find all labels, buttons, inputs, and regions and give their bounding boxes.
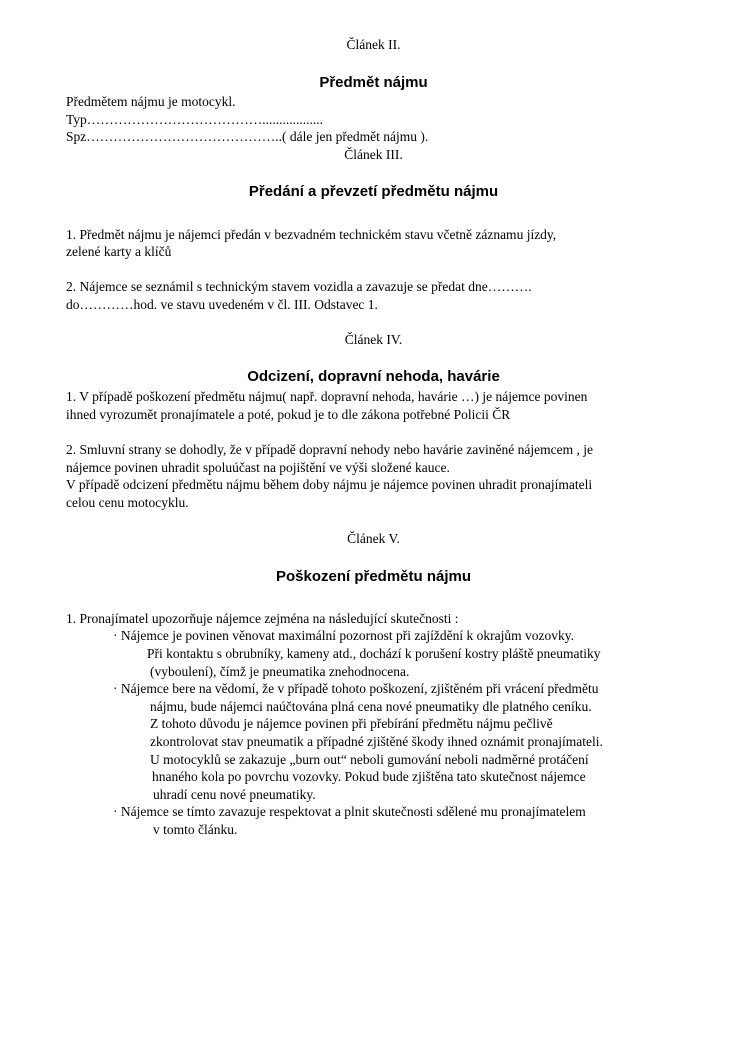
bullet-2: · Nájemce bere na vědomí, že v případě tohoto poškození, zjištěném při vrácení předmětu	[113, 681, 599, 696]
article-4-paragraph-2: V případě odcizení předmětu nájmu během doby nájmu je nájemce povinen uhradit pronajímateli	[66, 477, 593, 492]
article-4-paragraph-1: ihned vyrozumět pronajímatele a poté, pokud je to dle zákona potřebné Policii ČR	[66, 407, 511, 422]
bullet-3: · Nájemce se tímto zavazuje respektovat a plnit skutečnosti sdělené mu pronajímatelem	[113, 804, 586, 819]
bullet-3-continuation: v tomto článku.	[153, 822, 238, 837]
article-4-paragraph-2: celou cenu motocyklu.	[66, 495, 189, 510]
bullet-1-continuation: Při kontaktu s obrubníky, kameny atd., dochází k porušení kostry pláště pneumatiky	[147, 646, 601, 661]
article-4-label: Článek IV.	[344, 332, 403, 347]
article-5-heading: Poškození předmětu nájmu	[275, 568, 472, 585]
article-2-line: Typ…………………………………..................	[66, 112, 324, 127]
article-4-paragraph-2: 2. Smluvní strany se dohodly, že v případě dopravní nehody nebo havárie zaviněné nájemcem , je	[66, 442, 593, 457]
article-2-heading: Předmět nájmu	[319, 74, 428, 91]
bullet-2-continuation: Z tohoto důvodu je nájemce povinen při přebírání předmětu nájmu pečlivě	[150, 716, 553, 731]
article-3-paragraph-1: 1. Předmět nájmu je nájemci předán v bezvadném technickém stavu včetně záznamu jízdy,	[66, 227, 557, 242]
article-3-paragraph-1: zelené karty a klíčů	[66, 244, 172, 259]
article-2-line: Předmětem nájmu je motocykl.	[66, 94, 236, 109]
article-4-heading: Odcizení, dopravní nehoda, havárie	[247, 368, 500, 385]
article-3-label: Článek III.	[344, 147, 403, 162]
bullet-1: · Nájemce je povinen věnovat maximální pozornost při zajíždění k okrajům vozovky.	[113, 628, 574, 643]
article-2-line: Spz……………………………………..( dále jen předmět nájmu ).	[66, 129, 429, 144]
article-5-label: Článek V.	[347, 531, 400, 546]
bullet-1-continuation: (vyboulení), čímž je pneumatika znehodnocena.	[150, 664, 410, 679]
article-3-paragraph-2: 2. Nájemce se seznámil s technickým stavem vozidla a zavazuje se předat dne……….	[66, 279, 532, 294]
bullet-2-continuation: zkontrolovat stav pneumatik a případné zjištěné škody ihned oznámit pronajímateli.	[150, 734, 603, 749]
article-4-paragraph-1: 1. V případě poškození předmětu nájmu( např. dopravní nehoda, havárie …) je nájemce povinen	[66, 389, 588, 404]
bullet-2-continuation: nájmu, bude nájemci naúčtována plná cena nové pneumatiky dle platného ceníku.	[150, 699, 592, 714]
article-3-paragraph-2: do…………hod. ve stavu uvedeném v čl. III. Odstavec 1.	[66, 297, 378, 312]
article-2-label: Článek II.	[346, 37, 401, 52]
article-4-paragraph-2: nájemce povinen uhradit spoluúčast na pojištění ve výši složené kauce.	[66, 460, 450, 475]
bullet-2-continuation: uhradí cenu nové pneumatiky.	[153, 787, 316, 802]
article-3-heading: Předání a převzetí předmětu nájmu	[248, 183, 499, 200]
bullet-2-continuation: hnaného kola po povrchu vozovky. Pokud bude zjištěna tato skutečnost nájemce	[152, 769, 586, 784]
bullet-2-continuation: U motocyklů se zakazuje „burn out“ neboli gumování neboli nadměrné protáčení	[150, 752, 589, 767]
article-5-intro: 1. Pronajímatel upozorňuje nájemce zejména na následující skutečnosti :	[66, 611, 459, 626]
